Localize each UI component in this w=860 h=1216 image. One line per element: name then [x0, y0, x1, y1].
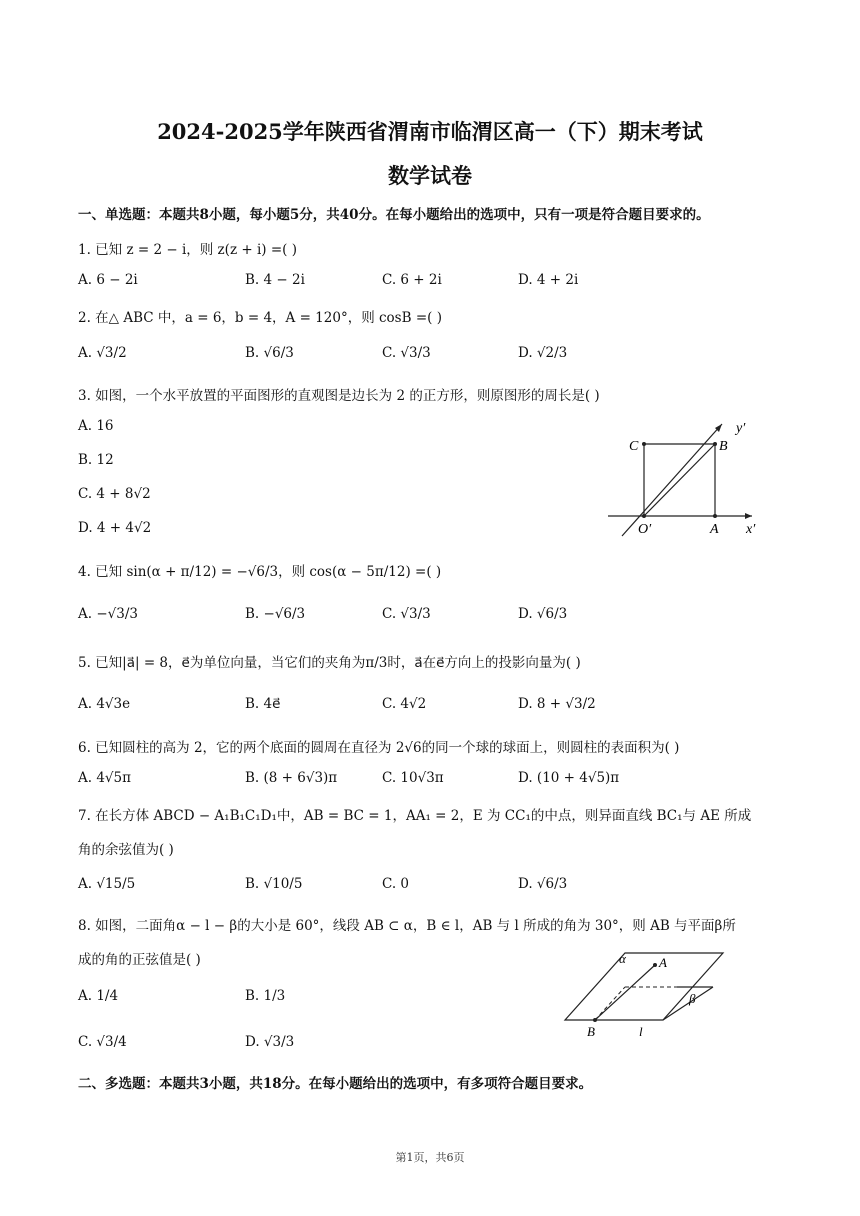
question-6-stem: 6. 已知圆柱的高为 2，它的两个底面的圆周在直径为 2√6的同一个球的球面上，则圆柱的表面积为( ) [78, 740, 680, 756]
label-y-prime: y′ [736, 421, 746, 436]
label-alpha: α [619, 951, 626, 966]
question-7-stem: 7. 在长方体 ABCD − A₁B₁C₁D₁中，AB = BC = 1，AA₁ = 2，E 为 CC₁的中点，则异面直线 BC₁与 AE 所成 [78, 808, 752, 824]
label-l-line: l [639, 1024, 643, 1039]
page-subtitle: 数学试卷 [388, 163, 472, 188]
section-single-choice-heading: 一、单选题：本题共8小题，每小题5分，共40分。在每小题给出的选项中，只有一项是符合题目要求的。 [78, 207, 710, 223]
question-3-stem: 3. 如图，一个水平放置的平面图形的直观图是边长为 2 的正方形，则原图形的周长是( ) [78, 388, 600, 404]
q4-option-a: A. −√3/3 [78, 606, 138, 622]
page-title: 2024-2025学年陕西省渭南市临渭区高一（下）期末考试 [157, 119, 703, 144]
q8-option-b: B. 1/3 [245, 988, 286, 1004]
label-b: B [719, 439, 728, 454]
q2-option-c: C. √3/3 [382, 345, 431, 361]
q8-option-a: A. 1/4 [78, 988, 119, 1004]
q6-option-a: A. 4√5π [78, 770, 131, 786]
q4-option-b: B. −√6/3 [245, 606, 306, 622]
question-4-stem: 4. 已知 sin(α + π/12) = −√6/3，则 cos(α − 5π/12) =( ) [78, 564, 442, 580]
q2-option-d: D. √2/3 [518, 345, 568, 361]
label-c: C [629, 439, 639, 454]
q4-option-c: C. √3/3 [382, 606, 431, 622]
question-8-stem: 8. 如图，二面角α − l − β的大小是 60°，线段 AB ⊂ α，B ∈ l，AB 与 l 所成的角为 30°，则 AB 与平面β所 [78, 918, 736, 934]
q1-option-b: B. 4 − 2i [245, 272, 305, 288]
q1-option-a: A. 6 − 2i [78, 272, 138, 288]
q7-option-b: B. √10/5 [245, 876, 303, 892]
q2-option-b: B. √6/3 [245, 345, 294, 361]
label-o-prime: O′ [638, 522, 652, 537]
q3-option-b: B. 12 [78, 452, 114, 468]
q3-oblique-square-figure [600, 410, 770, 540]
q3-option-d: D. 4 + 4√2 [78, 520, 152, 536]
q5-option-d: D. 8 + √3/2 [518, 696, 596, 712]
question-1-stem: 1. 已知 z = 2 − i，则 z(z + i) =( ) [78, 242, 297, 258]
label-x-prime: x′ [746, 522, 756, 537]
q8-option-c: C. √3/4 [78, 1034, 127, 1050]
section-multiple-choice-heading: 二、多选题：本题共3小题，共18分。在每小题给出的选项中，有多项符合题目要求。 [78, 1076, 593, 1092]
q3-option-c: C. 4 + 8√2 [78, 486, 151, 502]
q5-option-a: A. 4√3e [78, 696, 131, 712]
q7-option-a: A. √15/5 [78, 876, 136, 892]
q2-option-a: A. √3/2 [78, 345, 127, 361]
question-2-stem: 2. 在△ ABC 中，a = 6，b = 4，A = 120°，则 cosB =( ) [78, 310, 442, 326]
q6-option-b: B. (8 + 6√3)π [245, 770, 338, 786]
q8-option-d: D. √3/3 [245, 1034, 295, 1050]
q1-option-c: C. 6 + 2i [382, 272, 442, 288]
label-a: A [710, 522, 719, 537]
q7-option-d: D. √6/3 [518, 876, 568, 892]
q6-option-d: D. (10 + 4√5)π [518, 770, 620, 786]
label-beta: β [689, 991, 696, 1006]
question-8-stem-cont: 成的角的正弦值是( ) [78, 952, 201, 968]
q5-option-c: C. 4√2 [382, 696, 427, 712]
q5-option-b: B. 4e⃗ [245, 696, 281, 712]
q4-option-d: D. √6/3 [518, 606, 568, 622]
q1-option-d: D. 4 + 2i [518, 272, 579, 288]
q7-option-c: C. 0 [382, 876, 410, 892]
q3-option-a: A. 16 [78, 418, 114, 434]
q8-dihedral-angle-figure [555, 945, 740, 1040]
label-a-point: A [659, 955, 667, 970]
question-5-stem: 5. 已知|a⃗| = 8，e⃗为单位向量，当它们的夹角为π/3时，a⃗在e⃗方向上的投影向量为( ) [78, 655, 581, 671]
question-7-stem-cont: 角的余弦值为( ) [78, 842, 174, 858]
label-b-point: B [587, 1024, 595, 1039]
q6-option-c: C. 10√3π [382, 770, 444, 786]
page-footer: 第1页，共6页 [395, 1151, 465, 1164]
